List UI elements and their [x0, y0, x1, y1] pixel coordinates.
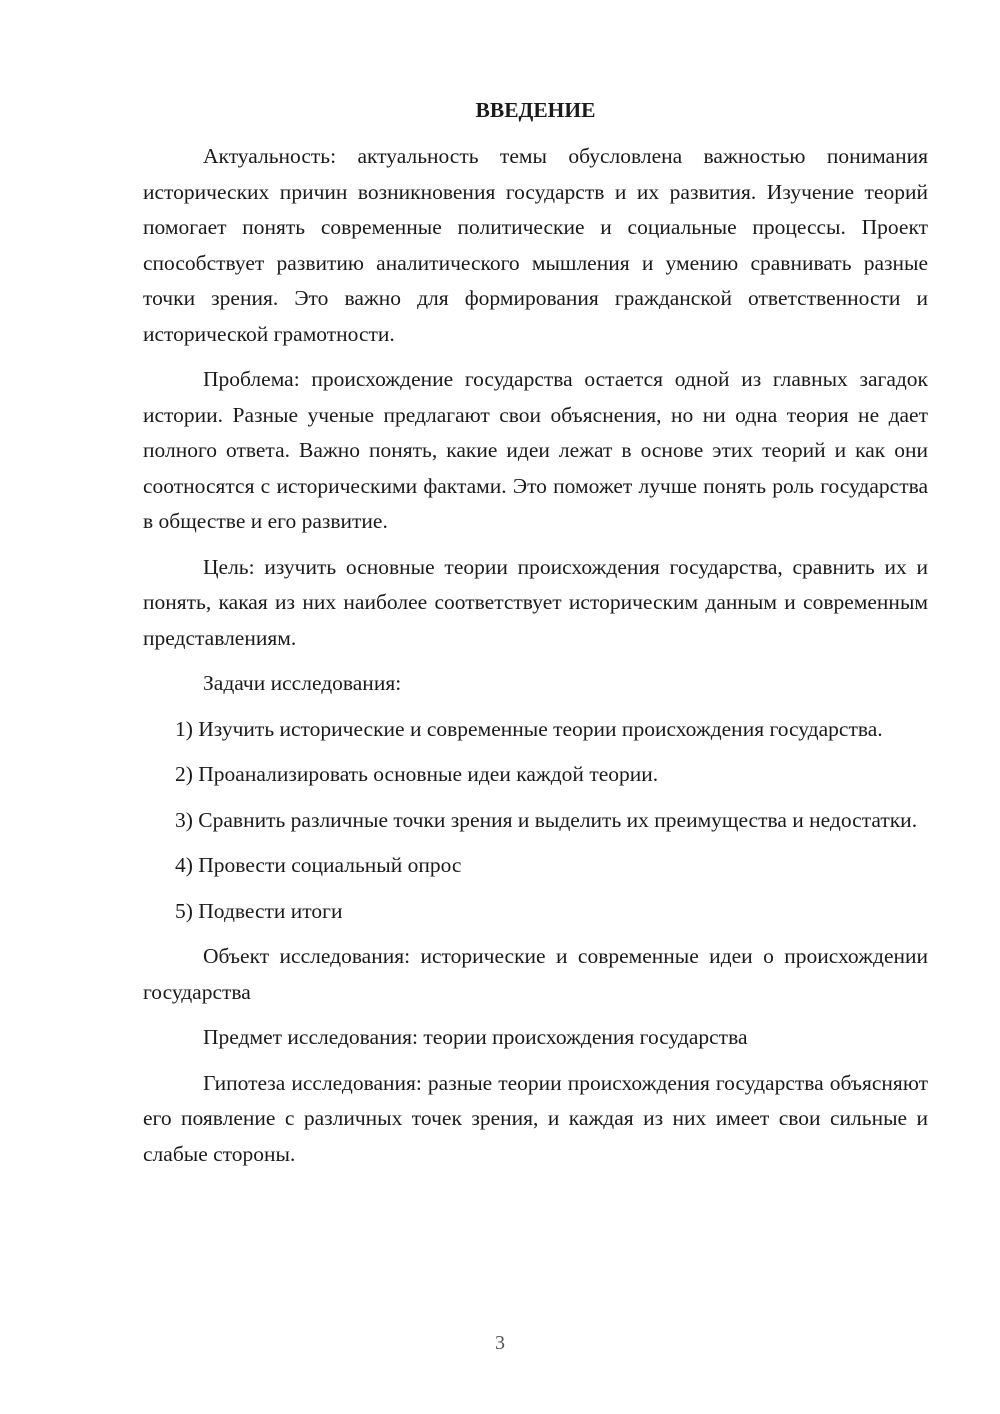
goal-paragraph: Цель: изучить основные теории происхождения государства, сравнить их и понять, какая из них наиболее соответствует историческим данным и современным представлениям.: [143, 554, 928, 650]
hypothesis-paragraph: Гипотеза исследования: разные теории происхождения государства объясняют его появление с различных точек зрения, и каждая из них имеет свои сильные и слабые стороны.: [143, 1070, 928, 1166]
task-item-1: 1) Изучить исторические и современные теории происхождения государства.: [175, 716, 883, 741]
subject-paragraph: Предмет исследования: теории происхождения государства: [203, 1025, 748, 1049]
task-item-3: 3) Сравнить различные точки зрения и выделить их преимущества и недостатки.: [175, 807, 918, 832]
page-number: 3: [495, 1332, 505, 1354]
task-item-4: 4) Провести социальный опрос: [175, 853, 462, 877]
relevance-paragraph: Актуальность: актуальность темы обусловлена важностью понимания исторических причин возникновения государств и их развития. Изучение теорий помогает понять современные политические и социальные процессы. Проект способствует развитию аналитического мышления и умению сравнивать разные точки зрения. Это важно для формирования гражданской ответственности и исторической грамотности.: [143, 144, 928, 346]
document-page: [143, 95, 928, 1182]
task-item-2: 2) Проанализировать основные идеи каждой теории.: [175, 762, 659, 786]
tasks-heading: Задачи исследования:: [203, 671, 402, 695]
section-title: ВВЕДЕНИЕ: [475, 98, 596, 122]
task-item-5: 5) Подвести итоги: [175, 898, 343, 923]
object-paragraph: Объект исследования: исторические и современные идеи о происхождении государства: [143, 944, 928, 1004]
problem-paragraph: Проблема: происхождение государства остается одной из главных загадок истории. Разные ученые предлагают свои объяснения, но ни одна теория не дает полного ответа. Важно понять, какие идеи лежат в основе этих теорий и как они соотносятся с историческими фактами. Это поможет лучше понять роль государства в обществе и его развитие.: [143, 367, 928, 533]
